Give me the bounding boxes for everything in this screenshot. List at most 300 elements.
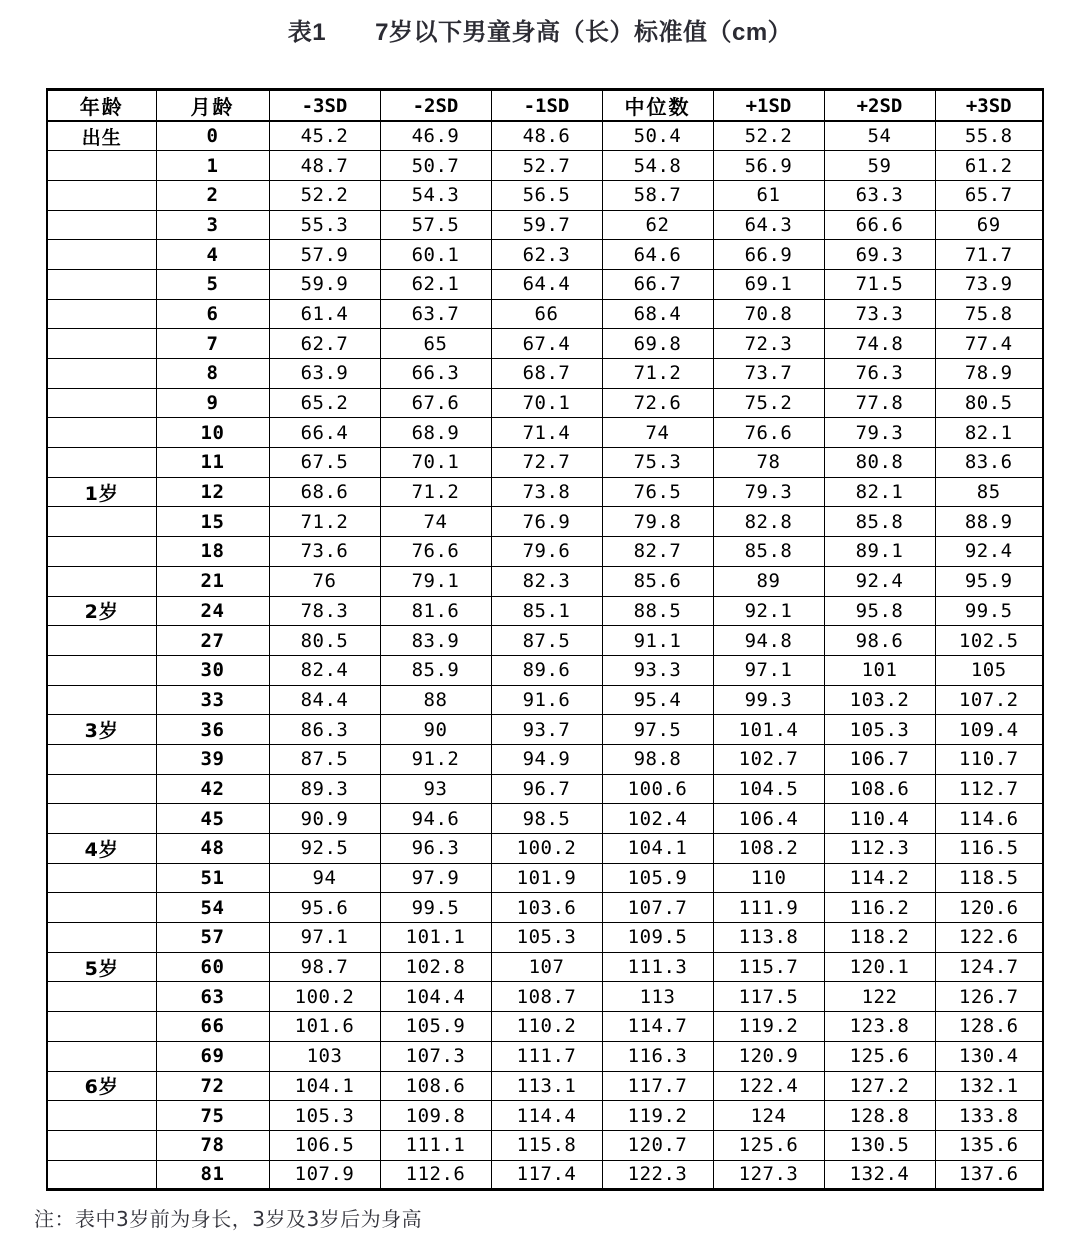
cell-plus2sd: 80.8 xyxy=(824,448,935,478)
cell-minus2sd: 66.3 xyxy=(380,359,491,389)
table-row xyxy=(47,1041,1043,1071)
cell-minus1sd: 76.9 xyxy=(491,507,602,537)
cell-minus3sd: 94 xyxy=(269,863,380,893)
cell-minus1sd: 56.5 xyxy=(491,180,602,210)
table-row xyxy=(47,715,1043,745)
cell-minus1sd: 72.7 xyxy=(491,448,602,478)
cell-month: 12 xyxy=(156,477,269,507)
cell-plus2sd: 122 xyxy=(824,982,935,1012)
cell-minus2sd: 97.9 xyxy=(380,863,491,893)
table-row xyxy=(47,1071,1043,1101)
cell-minus2sd: 74 xyxy=(380,507,491,537)
cell-plus2sd: 112.3 xyxy=(824,834,935,864)
cell-plus2sd: 74.8 xyxy=(824,329,935,359)
cell-plus2sd: 69.3 xyxy=(824,240,935,270)
cell-minus3sd: 45.2 xyxy=(269,121,380,151)
cell-plus1sd: 92.1 xyxy=(713,596,824,626)
cell-minus3sd: 97.1 xyxy=(269,923,380,953)
cell-minus2sd: 60.1 xyxy=(380,240,491,270)
cell-month: 81 xyxy=(156,1160,269,1190)
cell-month: 2 xyxy=(156,180,269,210)
cell-median: 98.8 xyxy=(602,744,713,774)
cell-plus2sd: 85.8 xyxy=(824,507,935,537)
table-row xyxy=(47,1160,1043,1190)
cell-minus1sd: 82.3 xyxy=(491,566,602,596)
cell-age xyxy=(47,1101,156,1131)
cell-minus1sd: 79.6 xyxy=(491,537,602,567)
table-row xyxy=(47,359,1043,389)
cell-age xyxy=(47,774,156,804)
table-row xyxy=(47,299,1043,329)
cell-age xyxy=(47,893,156,923)
cell-age xyxy=(47,804,156,834)
cell-minus1sd: 101.9 xyxy=(491,863,602,893)
cell-minus2sd: 63.7 xyxy=(380,299,491,329)
cell-median: 64.6 xyxy=(602,240,713,270)
table-row xyxy=(47,448,1043,478)
cell-plus1sd: 75.2 xyxy=(713,388,824,418)
cell-plus1sd: 78 xyxy=(713,448,824,478)
cell-plus3sd: 126.7 xyxy=(935,982,1043,1012)
table-row xyxy=(47,1130,1043,1160)
cell-month: 51 xyxy=(156,863,269,893)
cell-plus1sd: 66.9 xyxy=(713,240,824,270)
cell-plus2sd: 66.6 xyxy=(824,210,935,240)
cell-plus1sd: 124 xyxy=(713,1101,824,1131)
cell-minus1sd: 107 xyxy=(491,952,602,982)
cell-plus2sd: 125.6 xyxy=(824,1041,935,1071)
cell-plus1sd: 108.2 xyxy=(713,834,824,864)
cell-plus3sd: 95.9 xyxy=(935,566,1043,596)
cell-minus1sd: 85.1 xyxy=(491,596,602,626)
cell-plus1sd: 120.9 xyxy=(713,1041,824,1071)
cell-month: 10 xyxy=(156,418,269,448)
cell-plus2sd: 63.3 xyxy=(824,180,935,210)
cell-plus2sd: 130.5 xyxy=(824,1130,935,1160)
cell-minus2sd: 99.5 xyxy=(380,893,491,923)
cell-age xyxy=(47,180,156,210)
cell-age: 4岁 xyxy=(47,834,156,864)
cell-age xyxy=(47,1012,156,1042)
cell-minus3sd: 48.7 xyxy=(269,151,380,181)
cell-month: 33 xyxy=(156,685,269,715)
table-row xyxy=(47,1012,1043,1042)
cell-minus3sd: 66.4 xyxy=(269,418,380,448)
cell-median: 116.3 xyxy=(602,1041,713,1071)
cell-plus1sd: 85.8 xyxy=(713,537,824,567)
cell-age xyxy=(47,1130,156,1160)
cell-month: 15 xyxy=(156,507,269,537)
cell-minus2sd: 67.6 xyxy=(380,388,491,418)
cell-month: 8 xyxy=(156,359,269,389)
cell-minus2sd: 57.5 xyxy=(380,210,491,240)
cell-minus2sd: 112.6 xyxy=(380,1160,491,1190)
cell-age: 2岁 xyxy=(47,596,156,626)
cell-plus2sd: 77.8 xyxy=(824,388,935,418)
column-header-plus3sd: +3SD xyxy=(935,90,1043,122)
cell-month: 30 xyxy=(156,655,269,685)
cell-median: 69.8 xyxy=(602,329,713,359)
cell-minus2sd: 76.6 xyxy=(380,537,491,567)
cell-plus3sd: 85 xyxy=(935,477,1043,507)
cell-median: 107.7 xyxy=(602,893,713,923)
table-footnote: 注：表中3岁前为身长，3岁及3岁后为身高 xyxy=(34,1207,423,1231)
cell-minus1sd: 62.3 xyxy=(491,240,602,270)
cell-minus1sd: 59.7 xyxy=(491,210,602,240)
cell-month: 42 xyxy=(156,774,269,804)
cell-median: 68.4 xyxy=(602,299,713,329)
cell-minus3sd: 90.9 xyxy=(269,804,380,834)
cell-minus3sd: 65.2 xyxy=(269,388,380,418)
table-row xyxy=(47,952,1043,982)
cell-month: 24 xyxy=(156,596,269,626)
cell-minus3sd: 105.3 xyxy=(269,1101,380,1131)
cell-median: 91.1 xyxy=(602,626,713,656)
cell-plus3sd: 124.7 xyxy=(935,952,1043,982)
cell-plus3sd: 69 xyxy=(935,210,1043,240)
cell-median: 79.8 xyxy=(602,507,713,537)
cell-minus2sd: 54.3 xyxy=(380,180,491,210)
table-row xyxy=(47,537,1043,567)
cell-plus3sd: 105 xyxy=(935,655,1043,685)
cell-plus3sd: 114.6 xyxy=(935,804,1043,834)
cell-minus1sd: 115.8 xyxy=(491,1130,602,1160)
cell-month: 5 xyxy=(156,269,269,299)
cell-plus3sd: 77.4 xyxy=(935,329,1043,359)
cell-minus2sd: 111.1 xyxy=(380,1130,491,1160)
cell-median: 114.7 xyxy=(602,1012,713,1042)
cell-minus1sd: 103.6 xyxy=(491,893,602,923)
cell-minus2sd: 94.6 xyxy=(380,804,491,834)
cell-age xyxy=(47,418,156,448)
cell-minus2sd: 107.3 xyxy=(380,1041,491,1071)
cell-plus2sd: 92.4 xyxy=(824,566,935,596)
cell-month: 6 xyxy=(156,299,269,329)
cell-age xyxy=(47,685,156,715)
cell-month: 18 xyxy=(156,537,269,567)
cell-minus2sd: 83.9 xyxy=(380,626,491,656)
cell-minus3sd: 92.5 xyxy=(269,834,380,864)
column-header-plus2sd: +2SD xyxy=(824,90,935,122)
cell-minus3sd: 71.2 xyxy=(269,507,380,537)
cell-plus1sd: 104.5 xyxy=(713,774,824,804)
cell-month: 3 xyxy=(156,210,269,240)
cell-plus3sd: 130.4 xyxy=(935,1041,1043,1071)
cell-age xyxy=(47,1041,156,1071)
cell-age xyxy=(47,151,156,181)
cell-plus3sd: 75.8 xyxy=(935,299,1043,329)
cell-plus3sd: 78.9 xyxy=(935,359,1043,389)
cell-plus2sd: 128.8 xyxy=(824,1101,935,1131)
cell-minus1sd: 52.7 xyxy=(491,151,602,181)
cell-plus3sd: 120.6 xyxy=(935,893,1043,923)
cell-month: 27 xyxy=(156,626,269,656)
cell-plus1sd: 82.8 xyxy=(713,507,824,537)
cell-plus3sd: 73.9 xyxy=(935,269,1043,299)
cell-age xyxy=(47,210,156,240)
cell-minus2sd: 50.7 xyxy=(380,151,491,181)
cell-minus3sd: 103 xyxy=(269,1041,380,1071)
cell-minus1sd: 96.7 xyxy=(491,774,602,804)
column-header-plus1sd: +1SD xyxy=(713,90,824,122)
cell-plus2sd: 105.3 xyxy=(824,715,935,745)
cell-plus3sd: 110.7 xyxy=(935,744,1043,774)
cell-median: 66.7 xyxy=(602,269,713,299)
cell-minus1sd: 48.6 xyxy=(491,121,602,151)
cell-plus3sd: 71.7 xyxy=(935,240,1043,270)
cell-median: 50.4 xyxy=(602,121,713,151)
cell-minus2sd: 65 xyxy=(380,329,491,359)
cell-median: 117.7 xyxy=(602,1071,713,1101)
cell-median: 93.3 xyxy=(602,655,713,685)
cell-plus1sd: 115.7 xyxy=(713,952,824,982)
cell-minus1sd: 87.5 xyxy=(491,626,602,656)
cell-plus3sd: 80.5 xyxy=(935,388,1043,418)
cell-minus1sd: 66 xyxy=(491,299,602,329)
cell-median: 82.7 xyxy=(602,537,713,567)
cell-month: 63 xyxy=(156,982,269,1012)
cell-age: 6岁 xyxy=(47,1071,156,1101)
cell-minus3sd: 95.6 xyxy=(269,893,380,923)
cell-minus1sd: 91.6 xyxy=(491,685,602,715)
table-row xyxy=(47,1101,1043,1131)
cell-minus3sd: 87.5 xyxy=(269,744,380,774)
cell-minus1sd: 89.6 xyxy=(491,655,602,685)
table-row xyxy=(47,626,1043,656)
cell-plus1sd: 72.3 xyxy=(713,329,824,359)
table-row xyxy=(47,269,1043,299)
cell-plus3sd: 107.2 xyxy=(935,685,1043,715)
cell-month: 69 xyxy=(156,1041,269,1071)
cell-minus1sd: 98.5 xyxy=(491,804,602,834)
cell-minus1sd: 117.4 xyxy=(491,1160,602,1190)
table-row xyxy=(47,923,1043,953)
cell-minus2sd: 85.9 xyxy=(380,655,491,685)
cell-month: 48 xyxy=(156,834,269,864)
cell-plus3sd: 61.2 xyxy=(935,151,1043,181)
cell-plus3sd: 82.1 xyxy=(935,418,1043,448)
cell-median: 111.3 xyxy=(602,952,713,982)
cell-minus3sd: 100.2 xyxy=(269,982,380,1012)
table-row xyxy=(47,121,1043,151)
cell-minus1sd: 110.2 xyxy=(491,1012,602,1042)
cell-minus3sd: 67.5 xyxy=(269,448,380,478)
table-row xyxy=(47,655,1043,685)
cell-median: 74 xyxy=(602,418,713,448)
cell-minus1sd: 114.4 xyxy=(491,1101,602,1131)
cell-plus2sd: 95.8 xyxy=(824,596,935,626)
column-header-minus3sd: -3SD xyxy=(269,90,380,122)
cell-minus2sd: 70.1 xyxy=(380,448,491,478)
cell-minus2sd: 71.2 xyxy=(380,477,491,507)
cell-minus2sd: 62.1 xyxy=(380,269,491,299)
cell-minus3sd: 101.6 xyxy=(269,1012,380,1042)
cell-month: 60 xyxy=(156,952,269,982)
cell-plus1sd: 119.2 xyxy=(713,1012,824,1042)
cell-minus2sd: 81.6 xyxy=(380,596,491,626)
cell-plus2sd: 106.7 xyxy=(824,744,935,774)
cell-plus1sd: 117.5 xyxy=(713,982,824,1012)
cell-month: 66 xyxy=(156,1012,269,1042)
cell-age xyxy=(47,388,156,418)
growth-standard-table-container xyxy=(46,88,1044,1191)
cell-plus2sd: 123.8 xyxy=(824,1012,935,1042)
cell-month: 11 xyxy=(156,448,269,478)
table-row xyxy=(47,180,1043,210)
cell-minus1sd: 70.1 xyxy=(491,388,602,418)
cell-age xyxy=(47,359,156,389)
cell-median: 122.3 xyxy=(602,1160,713,1190)
cell-plus1sd: 125.6 xyxy=(713,1130,824,1160)
table-row xyxy=(47,418,1043,448)
cell-plus3sd: 109.4 xyxy=(935,715,1043,745)
cell-month: 54 xyxy=(156,893,269,923)
cell-plus1sd: 111.9 xyxy=(713,893,824,923)
cell-minus1sd: 68.7 xyxy=(491,359,602,389)
cell-plus2sd: 116.2 xyxy=(824,893,935,923)
cell-minus3sd: 68.6 xyxy=(269,477,380,507)
cell-age xyxy=(47,1160,156,1190)
cell-plus1sd: 69.1 xyxy=(713,269,824,299)
table-row xyxy=(47,982,1043,1012)
table-body xyxy=(47,121,1043,1190)
table-row xyxy=(47,804,1043,834)
cell-minus3sd: 62.7 xyxy=(269,329,380,359)
cell-minus1sd: 73.8 xyxy=(491,477,602,507)
cell-plus3sd: 88.9 xyxy=(935,507,1043,537)
cell-minus3sd: 55.3 xyxy=(269,210,380,240)
cell-minus3sd: 98.7 xyxy=(269,952,380,982)
cell-minus1sd: 100.2 xyxy=(491,834,602,864)
cell-minus2sd: 109.8 xyxy=(380,1101,491,1131)
cell-median: 88.5 xyxy=(602,596,713,626)
cell-median: 71.2 xyxy=(602,359,713,389)
cell-age xyxy=(47,537,156,567)
cell-plus3sd: 65.7 xyxy=(935,180,1043,210)
cell-minus3sd: 63.9 xyxy=(269,359,380,389)
cell-plus2sd: 59 xyxy=(824,151,935,181)
cell-month: 4 xyxy=(156,240,269,270)
cell-age xyxy=(47,329,156,359)
cell-plus3sd: 102.5 xyxy=(935,626,1043,656)
cell-plus3sd: 128.6 xyxy=(935,1012,1043,1042)
cell-plus2sd: 73.3 xyxy=(824,299,935,329)
cell-plus3sd: 116.5 xyxy=(935,834,1043,864)
cell-month: 45 xyxy=(156,804,269,834)
cell-median: 97.5 xyxy=(602,715,713,745)
table-row xyxy=(47,774,1043,804)
cell-plus2sd: 82.1 xyxy=(824,477,935,507)
cell-plus1sd: 94.8 xyxy=(713,626,824,656)
cell-age: 出生 xyxy=(47,121,156,151)
cell-age xyxy=(47,240,156,270)
cell-median: 85.6 xyxy=(602,566,713,596)
cell-month: 78 xyxy=(156,1130,269,1160)
cell-plus1sd: 113.8 xyxy=(713,923,824,953)
cell-minus1sd: 71.4 xyxy=(491,418,602,448)
cell-plus3sd: 133.8 xyxy=(935,1101,1043,1131)
cell-age xyxy=(47,982,156,1012)
cell-age: 1岁 xyxy=(47,477,156,507)
table-row xyxy=(47,210,1043,240)
cell-plus2sd: 101 xyxy=(824,655,935,685)
table-row xyxy=(47,566,1043,596)
table-row xyxy=(47,388,1043,418)
cell-minus2sd: 46.9 xyxy=(380,121,491,151)
cell-median: 95.4 xyxy=(602,685,713,715)
cell-age xyxy=(47,626,156,656)
cell-age xyxy=(47,448,156,478)
table-row xyxy=(47,240,1043,270)
cell-month: 0 xyxy=(156,121,269,151)
cell-minus3sd: 76 xyxy=(269,566,380,596)
column-header-month: 月龄 xyxy=(156,90,269,122)
cell-plus1sd: 61 xyxy=(713,180,824,210)
cell-plus2sd: 103.2 xyxy=(824,685,935,715)
cell-age xyxy=(47,507,156,537)
table-row xyxy=(47,477,1043,507)
cell-median: 75.3 xyxy=(602,448,713,478)
cell-median: 58.7 xyxy=(602,180,713,210)
cell-minus2sd: 90 xyxy=(380,715,491,745)
cell-minus2sd: 105.9 xyxy=(380,1012,491,1042)
cell-plus1sd: 89 xyxy=(713,566,824,596)
cell-plus2sd: 120.1 xyxy=(824,952,935,982)
cell-minus1sd: 108.7 xyxy=(491,982,602,1012)
cell-minus3sd: 84.4 xyxy=(269,685,380,715)
cell-minus3sd: 106.5 xyxy=(269,1130,380,1160)
table-row xyxy=(47,596,1043,626)
cell-minus1sd: 94.9 xyxy=(491,744,602,774)
cell-month: 9 xyxy=(156,388,269,418)
cell-age: 5岁 xyxy=(47,952,156,982)
cell-plus3sd: 132.1 xyxy=(935,1071,1043,1101)
cell-plus1sd: 99.3 xyxy=(713,685,824,715)
cell-minus3sd: 104.1 xyxy=(269,1071,380,1101)
cell-plus3sd: 99.5 xyxy=(935,596,1043,626)
cell-median: 62 xyxy=(602,210,713,240)
cell-plus1sd: 97.1 xyxy=(713,655,824,685)
table-row xyxy=(47,744,1043,774)
cell-minus3sd: 73.6 xyxy=(269,537,380,567)
cell-minus2sd: 101.1 xyxy=(380,923,491,953)
cell-minus2sd: 79.1 xyxy=(380,566,491,596)
cell-minus3sd: 59.9 xyxy=(269,269,380,299)
cell-plus1sd: 122.4 xyxy=(713,1071,824,1101)
cell-minus1sd: 64.4 xyxy=(491,269,602,299)
cell-minus1sd: 105.3 xyxy=(491,923,602,953)
cell-plus2sd: 132.4 xyxy=(824,1160,935,1190)
table-row xyxy=(47,329,1043,359)
cell-plus2sd: 71.5 xyxy=(824,269,935,299)
page-title: 表1 7岁以下男童身高（长）标准值（cm） xyxy=(287,19,793,46)
cell-minus2sd: 88 xyxy=(380,685,491,715)
cell-median: 120.7 xyxy=(602,1130,713,1160)
cell-median: 72.6 xyxy=(602,388,713,418)
cell-plus1sd: 106.4 xyxy=(713,804,824,834)
cell-plus2sd: 110.4 xyxy=(824,804,935,834)
cell-month: 75 xyxy=(156,1101,269,1131)
cell-plus1sd: 56.9 xyxy=(713,151,824,181)
table-row xyxy=(47,834,1043,864)
cell-plus1sd: 64.3 xyxy=(713,210,824,240)
cell-plus3sd: 118.5 xyxy=(935,863,1043,893)
cell-minus2sd: 108.6 xyxy=(380,1071,491,1101)
cell-plus1sd: 127.3 xyxy=(713,1160,824,1190)
cell-plus3sd: 135.6 xyxy=(935,1130,1043,1160)
cell-plus1sd: 79.3 xyxy=(713,477,824,507)
cell-age xyxy=(47,655,156,685)
